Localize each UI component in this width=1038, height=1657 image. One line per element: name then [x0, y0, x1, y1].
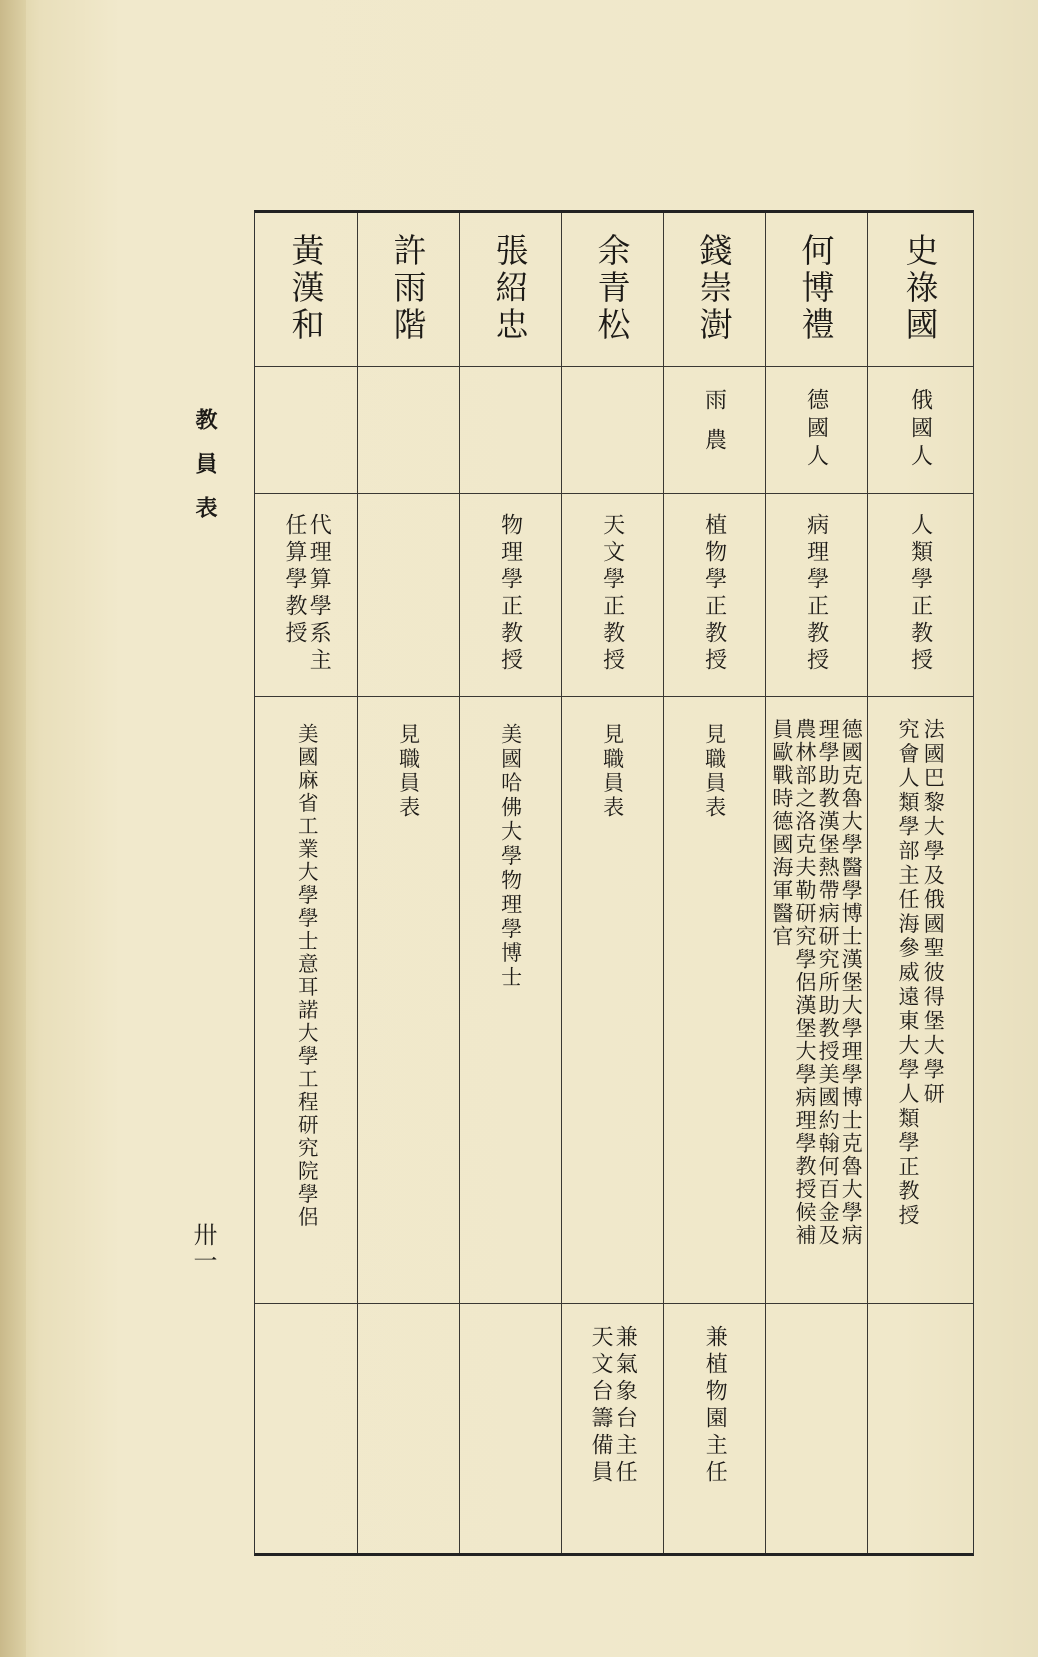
name-cell	[663, 233, 765, 363]
nationality-cell	[357, 388, 459, 488]
position-cell	[357, 513, 459, 693]
faculty-career: 德國克魯大學醫學博士漢堡大學理學博士克魯大學病 理學助教漢堡熱帶病研究所助教授美國約翰何百金及 農林部之洛克夫勒研究學侶漢堡大學病理學教授候補 員歐戰時德國海軍醫官	[769, 718, 864, 1247]
faculty-position: 病理學正教授	[803, 513, 829, 675]
side-title: 教員表	[192, 408, 218, 540]
faculty-courtesy-name: 雨農	[701, 388, 727, 468]
faculty-career: 美國麻省工業大學學士意耳諾大學工程研究院學侶	[294, 723, 319, 1229]
position-cell	[459, 513, 561, 693]
nationality-cell	[255, 388, 357, 488]
faculty-position: 植物學正教授	[701, 513, 727, 675]
faculty-name: 許雨階	[388, 233, 428, 344]
remark-cell	[357, 1325, 459, 1545]
nationality-cell	[663, 388, 765, 488]
faculty-name: 黃漢和	[286, 233, 326, 344]
career-cell	[357, 723, 459, 1303]
faculty-career: 法國巴黎大學及俄國聖彼得堡大學研 究會人類學部主任海參威遠東大學人類學正教授	[896, 718, 946, 1229]
remark-cell	[867, 1323, 973, 1543]
name-cell	[867, 233, 973, 363]
name-cell	[357, 233, 459, 363]
faculty-position: 天文學正教授	[599, 513, 625, 675]
nationality-cell	[459, 388, 561, 488]
book-spine-edge	[0, 0, 26, 1657]
faculty-name: 余青松	[592, 233, 632, 344]
remark-cell	[663, 1325, 765, 1545]
nationality-cell	[561, 388, 663, 488]
career-cell	[663, 723, 765, 1303]
position-cell	[561, 513, 663, 693]
faculty-table	[254, 210, 974, 1556]
career-cell	[255, 723, 357, 1303]
nationality-cell	[765, 388, 867, 488]
faculty-name: 張紹忠	[490, 233, 530, 344]
faculty-name: 何博禮	[796, 233, 836, 344]
remark-cell	[765, 1323, 867, 1543]
faculty-career: 見職員表	[396, 723, 421, 821]
field-divider	[255, 1303, 973, 1304]
faculty-position: 代理算學系主 任算學教授	[282, 513, 332, 675]
faculty-career: 見職員表	[600, 723, 625, 821]
career-cell	[561, 723, 663, 1303]
position-cell	[867, 513, 973, 693]
nationality-cell	[867, 388, 973, 488]
faculty-remark: 兼氣象台主任 天文台籌備員	[588, 1325, 638, 1487]
name-cell	[255, 233, 357, 363]
position-cell	[765, 513, 867, 693]
field-divider	[255, 366, 973, 367]
faculty-name: 史祿國	[900, 233, 940, 344]
career-cell	[867, 718, 973, 1298]
page-number: 卅一	[189, 1222, 217, 1274]
career-cell	[765, 718, 867, 1298]
faculty-career: 美國哈佛大學物理學博士	[498, 723, 523, 991]
remark-cell	[255, 1325, 357, 1545]
faculty-remark: 兼植物園主任	[702, 1325, 728, 1487]
remark-cell	[561, 1325, 663, 1545]
name-cell	[459, 233, 561, 363]
name-cell	[765, 233, 867, 363]
faculty-position: 人類學正教授	[907, 513, 933, 675]
field-divider	[255, 493, 973, 494]
faculty-career: 見職員表	[702, 723, 727, 821]
position-cell	[663, 513, 765, 693]
faculty-name: 錢崇澍	[694, 233, 734, 344]
position-cell	[255, 513, 357, 693]
faculty-position: 物理學正教授	[497, 513, 523, 675]
field-divider	[255, 696, 973, 697]
faculty-nationality: 德國人	[803, 388, 829, 472]
remark-cell	[459, 1325, 561, 1545]
career-cell	[459, 723, 561, 1303]
faculty-nationality: 俄國人	[907, 388, 933, 472]
name-cell	[561, 233, 663, 363]
